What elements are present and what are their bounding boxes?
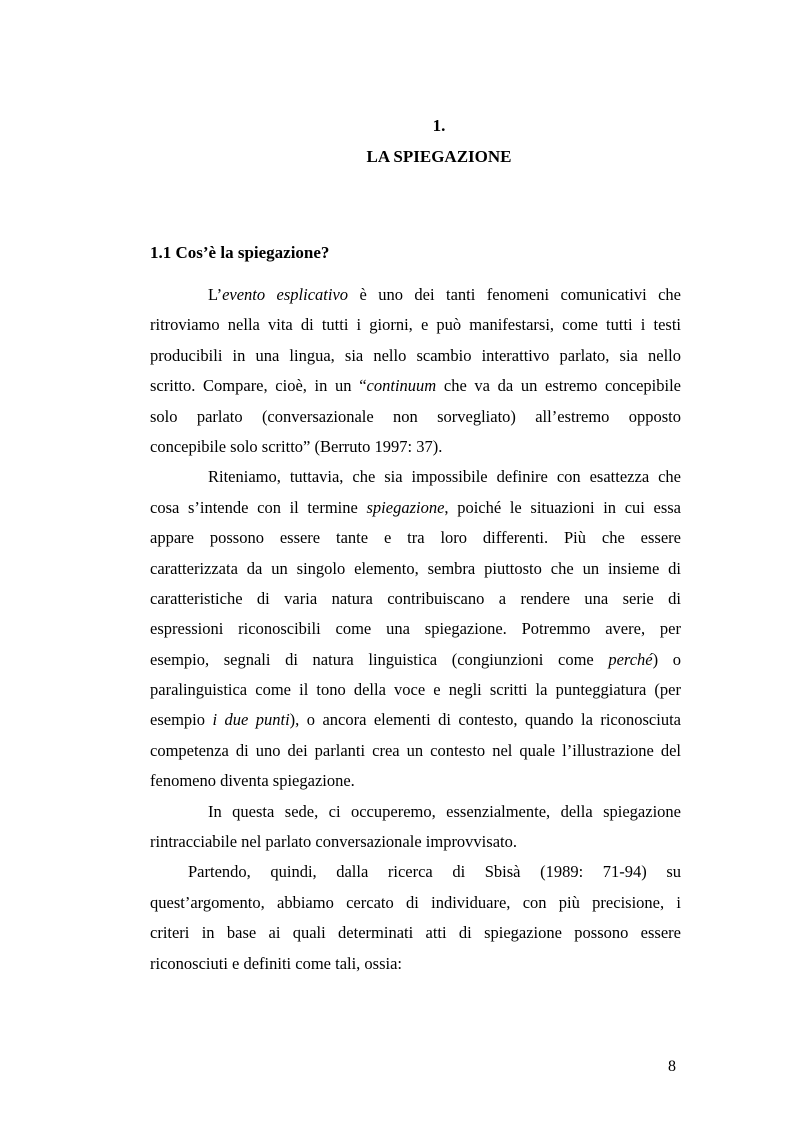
paragraph-3-line-1: In questa sede, ci occuperemo, essenzialmente, della spiegazione	[208, 802, 681, 821]
paragraph-1-line-4: scritto. Compare, cioè, in un “continuum che va da un estremo concepibile	[150, 376, 681, 395]
paragraph-2-line-8: paralinguistica come il tono della voce e negli scritti la punteggiatura (per	[150, 680, 681, 699]
chapter-number: 1.	[432, 116, 446, 135]
paragraph-2-line-3: appare possono essere tante e tra loro differenti. Più che essere	[150, 528, 681, 547]
paragraph-4-line-4: riconosciuti e definiti come tali, ossia:	[150, 954, 403, 973]
page-number: 8	[668, 1058, 676, 1075]
chapter-title: LA SPIEGAZIONE	[366, 147, 512, 166]
paragraph-2-line-10: competenza di uno dei parlanti crea un contesto nel quale l’illustrazione del	[150, 741, 681, 760]
paragraph-4-line-3: criteri in base ai quali determinati atti di spiegazione possono essere	[150, 923, 681, 942]
paragraph-3-line-2: rintracciabile nel parlato conversazionale improvvisato.	[150, 832, 517, 851]
paragraph-1-line-3: producibili in una lingua, sia nello scambio interattivo parlato, sia nello	[150, 346, 681, 365]
paragraph-1-line-2: ritroviamo nella vita di tutti i giorni, e può manifestarsi, come tutti i testi	[150, 315, 681, 334]
paragraph-4-line-2: quest’argomento, abbiamo cercato di individuare, con più precisione, i	[150, 893, 681, 912]
paragraph-4-line-1: Partendo, quindi, dalla ricerca di Sbisà (1989: 71-94) su	[188, 862, 681, 881]
paragraph-2-line-6: espressioni riconoscibili come una spiegazione. Potremmo avere, per	[150, 619, 681, 638]
italic-term: i due punti	[212, 710, 290, 729]
paragraph-2-line-5: caratteristiche di varia natura contribuiscano a rendere una serie di	[150, 589, 681, 608]
italic-term: evento esplicativo	[222, 285, 349, 304]
paragraph-2-line-1: Riteniamo, tuttavia, che sia impossibile definire con esattezza che	[208, 467, 681, 486]
italic-term: spiegazione	[366, 498, 445, 517]
italic-term: continuum	[366, 376, 437, 395]
section-title: 1.1 Cos’è la spiegazione?	[150, 243, 330, 262]
paragraph-2-line-7: esempio, segnali di natura linguistica (congiunzioni come perché) o	[150, 650, 681, 669]
italic-term: perché	[608, 650, 653, 669]
paragraph-1-line-6: concepibile solo scritto” (Berruto 1997: 37).	[150, 437, 443, 456]
paragraph-2-line-11: fenomeno diventa spiegazione.	[150, 771, 355, 790]
paragraph-1-line-5: solo parlato (conversazionale non sorvegliato) all’estremo opposto	[150, 407, 681, 426]
paragraph-2-line-2: cosa s’intende con il termine spiegazione, poiché le situazioni in cui essa	[150, 498, 682, 517]
paragraph-2-line-4: caratterizzata da un singolo elemento, sembra piuttosto che un insieme di	[150, 559, 681, 578]
paragraph-2-line-9: esempio i due punti), o ancora elementi di contesto, quando la riconosciuta	[150, 710, 681, 729]
paragraph-1-line-1: L’evento esplicativo è uno dei tanti fenomeni comunicativi che	[208, 285, 681, 304]
